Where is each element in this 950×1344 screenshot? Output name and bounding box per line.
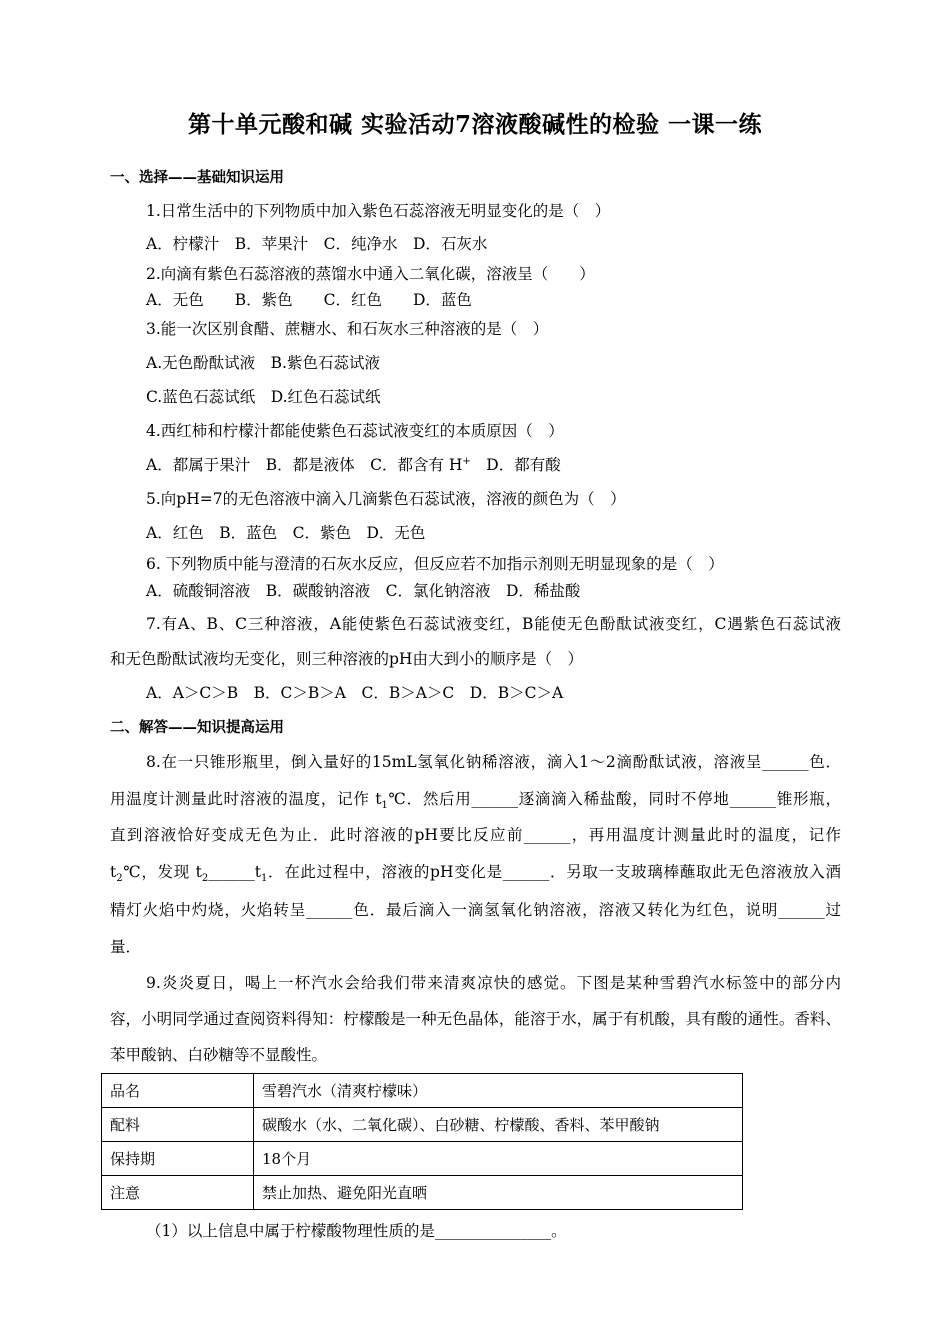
table-key-cell: 保持期 bbox=[102, 1142, 254, 1176]
question-9-line-2: 容，小明同学通过查阅资料得知：柠檬酸是一种无色晶体，能溶于水，属于有机酸，具有酸的通性。香料、 bbox=[110, 1010, 841, 1028]
section-heading-answer: 二、解答——知识提高运用 bbox=[110, 719, 284, 736]
table-row bbox=[102, 1074, 743, 1108]
table-value-cell: 禁止加热、避免阳光直晒 bbox=[254, 1176, 743, 1210]
table-key-cell: 注意 bbox=[102, 1176, 254, 1210]
question-7-line-1: 7.有A、B、C三种溶液，A能使紫色石蕊试液变红，B能使无色酚酞试液变红，C遇紫色石蕊试液 bbox=[146, 615, 841, 633]
question-6-stem: 6. 下列物质中能与澄清的石灰水反应，但反应若不加指示剂则无明显现象的是（ ） bbox=[146, 555, 724, 573]
question-8-line-5: 精灯火焰中灼烧，火焰转呈______色．最后滴入一滴氢氧化钠溶液，溶液又转化为红色，说明______过 bbox=[110, 901, 841, 919]
question-4-stem: 4.西红柿和柠檬汁都能使紫色石蕊试液变红的本质原因（ ） bbox=[146, 422, 564, 440]
question-8-line-1: 8.在一只锥形瓶里，倒入量好的15mL氢氧化钠稀溶液，滴入1～2滴酚酞试液，溶液呈______色． bbox=[146, 753, 841, 771]
page-title: 第十单元酸和碱 实验活动7溶液酸碱性的检验 一课一练 bbox=[187, 111, 763, 138]
question-9-line-3: 苯甲酸钠、白砂糖等不显酸性。 bbox=[110, 1046, 328, 1064]
table-row bbox=[102, 1142, 743, 1176]
question-1-options: A．柠檬汁 B．苹果汁 C．纯净水 D．石灰水 bbox=[146, 235, 488, 253]
question-4-options: A．都属于果汁 B．都是液体 C．都含有 H+ D．都有酸 bbox=[146, 455, 561, 474]
question-9-line-1: 9.炎炎夏日，喝上一杯汽水会给我们带来清爽凉快的感觉。下图是某种雪碧汽水标签中的部分内 bbox=[146, 974, 841, 992]
table-row bbox=[102, 1108, 743, 1142]
table-value-cell: 18个月 bbox=[254, 1142, 743, 1176]
question-3-stem: 3.能一次区别食醋、蔗糖水、和石灰水三种溶液的是（ ） bbox=[146, 320, 549, 338]
question-8-line-4: $t_2℃$，发现 $t_2\_\_\_\_\_\_t_1$．在此过程中，溶液的pH变化是______．另取一支玻璃棒蘸取此无色溶液放入酒 bbox=[110, 863, 841, 885]
question-9-subquestion-1: （1）以上信息中属于柠檬酸物理性质的是_______________。 bbox=[146, 1222, 567, 1240]
question-5-stem: 5.向pH=7的无色溶液中滴入几滴紫色石蕊试液，溶液的颜色为（ ） bbox=[146, 490, 626, 508]
section-heading-choice: 一、选择——基础知识运用 bbox=[110, 169, 284, 186]
question-2-options: A．无色 B．紫色 C．红色 D．蓝色 bbox=[146, 291, 472, 309]
question-3-options-ab: A.无色酚酞试液 B.紫色石蕊试液 bbox=[146, 354, 380, 372]
table-value-cell: 雪碧汽水（清爽柠檬味） bbox=[254, 1074, 743, 1108]
question-2-stem: 2.向滴有紫色石蕊溶液的蒸馏水中通入二氧化碳，溶液呈（ ） bbox=[146, 265, 595, 283]
question-8-line-6: 量． bbox=[110, 938, 142, 956]
table-value-cell: 碳酸水（水、二氧化碳）、白砂糖、柠檬酸、香料、苯甲酸钠 bbox=[254, 1108, 743, 1142]
question-3-options-cd: C.蓝色石蕊试纸 D.红色石蕊试纸 bbox=[146, 388, 381, 406]
question-7-options: A．A＞C＞B B．C＞B＞A C．B＞A＞C D．B＞C＞A bbox=[146, 684, 564, 702]
question-1-stem: 1.日常生活中的下列物质中加入紫色石蕊溶液无明显变化的是（ ） bbox=[146, 202, 611, 220]
table-row bbox=[102, 1176, 743, 1210]
sprite-label-table bbox=[101, 1073, 743, 1210]
table-key-cell: 品名 bbox=[102, 1074, 254, 1108]
question-8-line-2: 用温度计测量此时溶液的温度，记作 $t_1℃$．然后用______逐滴滴入稀盐酸，同时不停地______锥形瓶， bbox=[110, 790, 841, 812]
question-8-line-3: 直到溶液恰好变成无色为止．此时溶液的pH要比反应前______，再用温度计测量此时的温度，记作 bbox=[110, 826, 841, 844]
question-5-options: A．红色 B．蓝色 C．紫色 D．无色 bbox=[146, 524, 426, 542]
table-key-cell: 配料 bbox=[102, 1108, 254, 1142]
question-7-line-2: 和无色酚酞试液均无变化，则三种溶液的pH由大到小的顺序是（ ） bbox=[110, 650, 583, 668]
question-6-options: A．硫酸铜溶液 B．碳酸钠溶液 C．氯化钠溶液 D．稀盐酸 bbox=[146, 582, 581, 600]
